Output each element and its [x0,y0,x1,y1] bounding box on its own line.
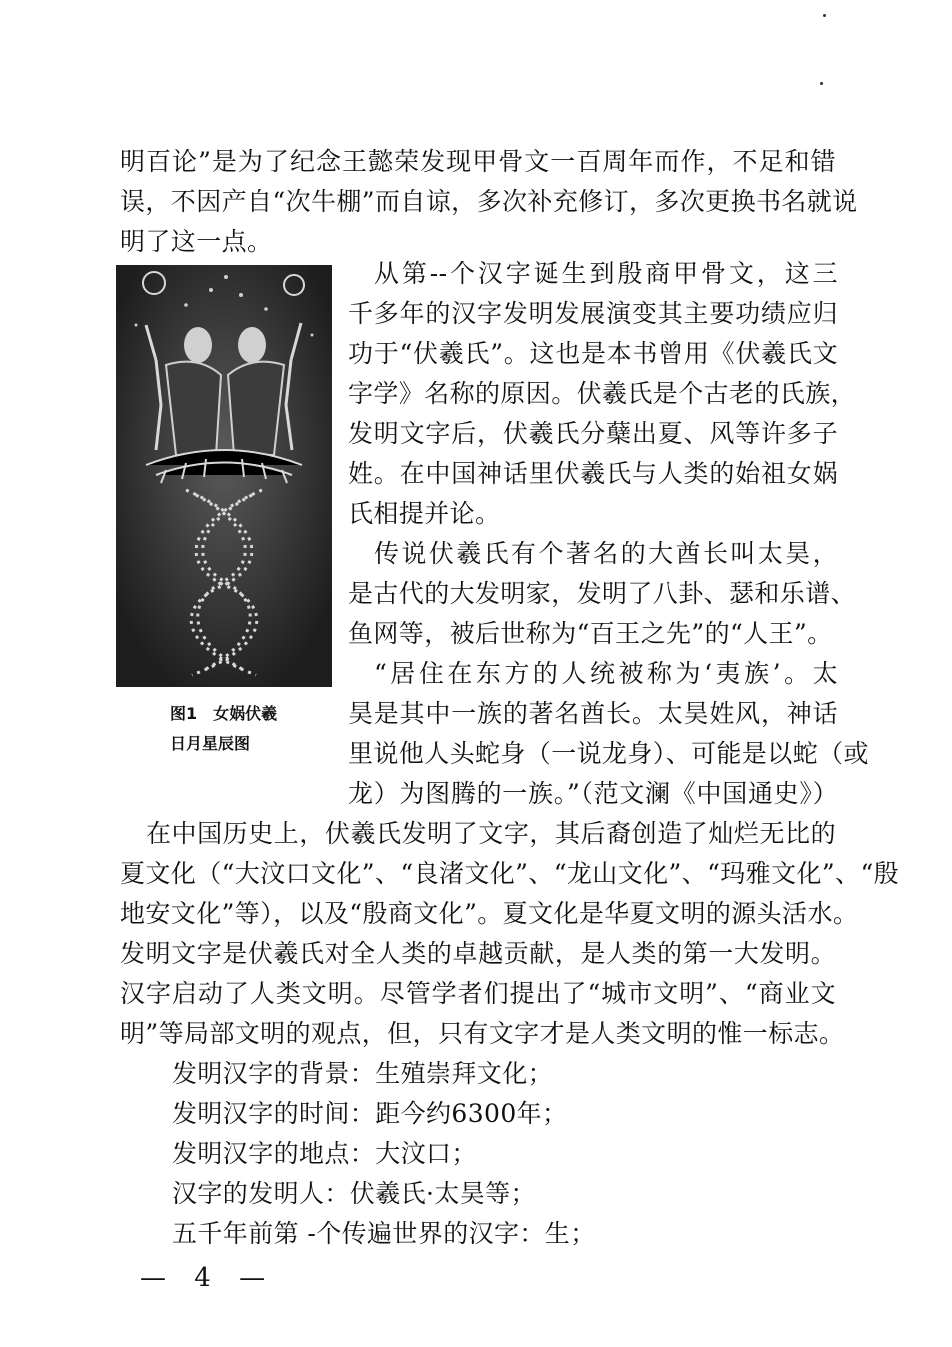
figure-image [116,265,332,687]
text-line: 从第--个汉字诞生到殷商甲骨文，这三 [374,259,838,288]
text-line: 是古代的大发明家，发明了八卦、瑟和乐谱、 [348,579,857,608]
list-item: 发明汉字的地点：大汶口； [172,1139,477,1168]
text-line: 误，不因产自“次牛棚”而自谅，多次补充修订，多次更换书名就说 [120,187,858,216]
text-line: 昊是其中一族的著名酋长。太昊姓风，神话 [348,699,838,728]
text-line: 里说他人头蛇身（一说龙身）、可能是以蛇（或 [348,739,869,768]
text-line: 龙）为图腾的一族。”（范文澜《中国通史》） [348,779,838,808]
text-line: 姓。在中国神话里伏羲氏与人类的始祖女娲 [348,459,838,488]
text-line: 明”等局部文明的观点，但，只有文字才是人类文明的惟一标志。 [120,1019,845,1048]
text-line: 地安文化”等），以及“殷商文化”。夏文化是华夏文明的源头活水。 [120,899,859,928]
text-line: 在中国历史上，伏羲氏发明了文字，其后裔创造了灿烂无比的 [146,819,836,848]
figure-caption: 图1 女娲伏羲 [170,704,278,723]
text-line: “居住在东方的人统被称为‘夷族’。太 [374,659,838,688]
figure-caption: 日月星辰图 [170,734,251,753]
text-line: 功于“伏羲氏”。这也是本书曾用《伏羲氏文 [348,339,838,368]
text-line: 汉字启动了人类文明。尽管学者们提出了“城市文明”、“商业文 [120,979,836,1008]
text-line: 传说伏羲氏有个著名的大酋长叫太昊， [374,539,838,568]
list-item: 发明汉字的时间：距今约6300年； [172,1099,568,1128]
text-line: 发明文字后，伏羲氏分蘖出夏、风等许多子 [348,419,838,448]
list-item: 汉字的发明人：伏羲氏·太昊等； [172,1179,536,1208]
text-line: 鱼网等，被后世称为“百王之先”的“人王”。 [348,619,833,648]
text-line: 发明文字是伏羲氏对全人类的卓越贡献，是人类的第一大发明。 [120,939,836,968]
text-line: 夏文化（“大汶口文化”、“良渚文化”、“龙山文化”、“玛雅文化”、“殷 [120,859,900,888]
text-line: 氏相提并论。 [348,499,501,528]
page-number: — 4 — [140,1263,276,1293]
text-line: 明百论”是为了纪念王懿荣发现甲骨文一百周年而作，不足和错 [120,147,836,176]
text-line: 千多年的汉字发明发展演变其主要功绩应归 [348,299,838,328]
list-item: 五千年前第 -个传遍世界的汉字：生； [172,1219,596,1248]
text-line: 字学》名称的原因。伏羲氏是个古老的氏族， [348,379,857,408]
scan-speck [820,82,823,85]
scan-speck [823,14,826,17]
figure-head [184,327,212,363]
figure-head [238,327,266,363]
list-item: 发明汉字的背景：生殖崇拜文化； [172,1059,554,1088]
nuwa-fuxi-illustration [116,265,332,687]
text-line: 明了这一点。 [120,227,273,256]
